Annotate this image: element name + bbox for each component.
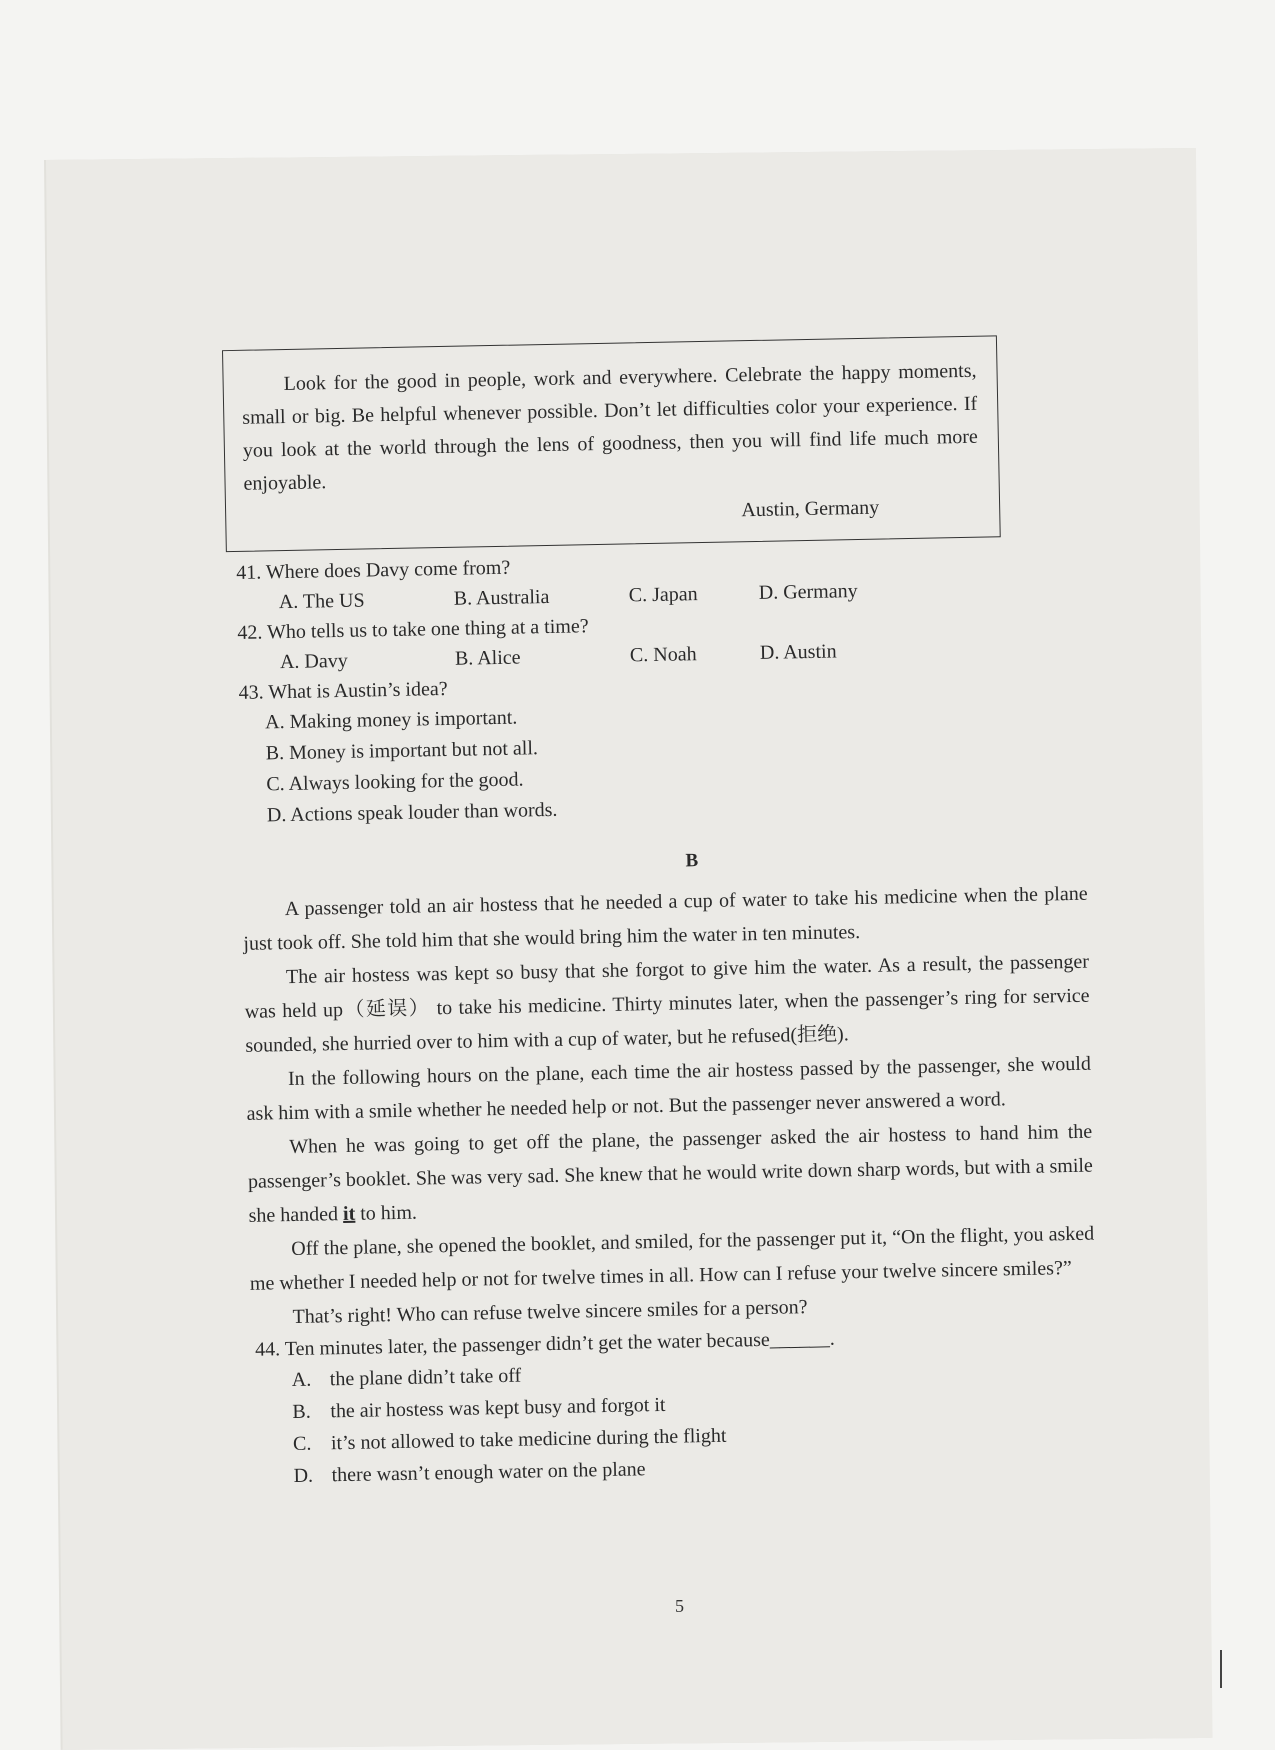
passage-paragraph: That’s right! Who can refuse twelve sincere smiles for a person? xyxy=(292,1295,808,1328)
option-label: A. xyxy=(291,1368,312,1391)
scan-mark xyxy=(1220,1650,1222,1688)
passage-paragraph: A passenger told an air hostess that he needed a cup of water to take his medicine when the plane just took off. She told him that she would bring him the water in ten minutes. xyxy=(243,882,1088,955)
option-b: B. Australia xyxy=(453,585,550,610)
option-text: there wasn’t enough water on the plane xyxy=(331,1457,646,1486)
question-stem: 41. Where does Davy come from? xyxy=(236,556,511,584)
option-b: B. Money is important but not all. xyxy=(265,737,539,765)
page-number: 5 xyxy=(675,1596,684,1616)
passage-paragraph xyxy=(247,1114,1094,1232)
option-label: C. xyxy=(292,1432,312,1455)
option-text: the plane didn’t take off xyxy=(329,1364,522,1390)
question-stem: 43. What is Austin’s idea? xyxy=(238,677,448,704)
page-content xyxy=(232,333,1114,1492)
question-stem: 44. Ten minutes later, the passenger didn’t get the water because______. xyxy=(254,1327,835,1361)
option-c: C. Always looking for the good. xyxy=(266,768,524,796)
section-heading: B xyxy=(685,850,699,872)
option-label: B. xyxy=(292,1400,311,1423)
option-c: C. Noah xyxy=(629,643,697,667)
passage-paragraph: Off the plane, she opened the booklet, and smiled, for the passenger put it, “On the flight, you asked me whether I needed help or not for twelve times in all. How can I refuse your twelve sincere smiles?” xyxy=(249,1222,1095,1295)
option-c: C. Japan xyxy=(628,583,698,607)
question-43 xyxy=(238,661,1101,831)
option-d: D. Actions speak louder than words. xyxy=(266,798,558,827)
option-d: D. Germany xyxy=(758,580,858,604)
passage-paragraph: The air hostess was kept so busy that she forgot to give him the water. As a result, the passenger was held up（延误） to take his medicine. Thirty minutes later, when the passenger’s ring for service sounded, she hurried over to him with a cup of water, but he refused(拒绝). xyxy=(244,950,1090,1057)
passage-paragraph: In the following hours on the plane, each time the air hostess passed by the passenger, she would ask him with a smile whether he needed help or not. But the passenger never answered a word. xyxy=(246,1052,1092,1125)
underlined-word: it xyxy=(342,1202,356,1225)
option-text: the air hostess was kept busy and forgot it xyxy=(330,1393,666,1422)
question-44 xyxy=(251,1318,1114,1492)
quote-signature: Austin, Germany xyxy=(741,496,880,522)
option-label: D. xyxy=(293,1464,314,1487)
option-a: A. Davy xyxy=(279,649,348,674)
option-a: A. Making money is important. xyxy=(264,706,518,734)
quote-text: Look for the good in people, work and everywhere. Celebrate the happy moments, small or big. Be helpful whenever possible. Don’t let difficulties color your experience. If you look at the world through the lens of goodness, then you will find life much more enjoyable. xyxy=(242,359,979,495)
paragraph-text: When he was going to get off the plane, the passenger asked the air hostess to hand him the passenger’s booklet. She was very sad. She knew that he would write down sharp words, but with a smile she handed xyxy=(247,1120,1094,1227)
option-b: B. Alice xyxy=(454,646,521,670)
option-text: it’s not allowed to take medicine during the flight xyxy=(330,1424,727,1454)
quote-box xyxy=(222,335,1001,552)
paragraph-text: to him. xyxy=(355,1201,418,1225)
option-a: A. The US xyxy=(278,589,365,614)
option-d: D. Austin xyxy=(759,640,837,664)
question-stem: 42. Who tells us to take one thing at a time? xyxy=(237,615,589,644)
